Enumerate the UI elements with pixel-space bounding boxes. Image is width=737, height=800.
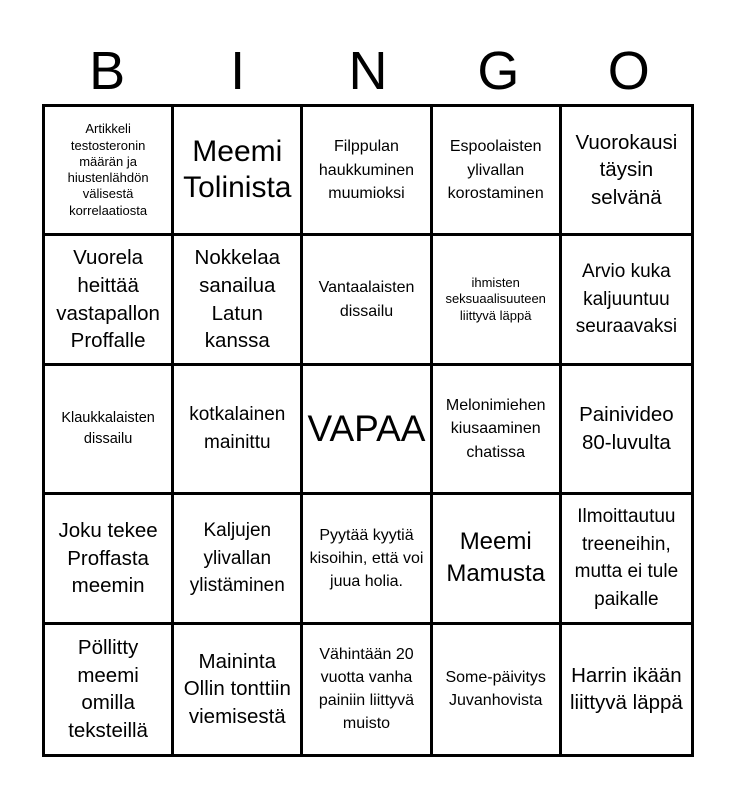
bingo-cell: Vähintään 20 vuotta vanha painiin liittyvä muisto <box>303 625 432 754</box>
bingo-cell: Melonimiehen kiusaaminen chatissa <box>433 366 562 495</box>
bingo-cell: Meemi Mamusta <box>433 495 562 624</box>
free-space-cell: VAPAA <box>303 366 432 495</box>
bingo-cell: Meemi Tolinista <box>174 107 303 236</box>
header-letter-g: G <box>477 41 520 101</box>
bingo-cell: Joku tekee Proffasta meemin <box>45 495 174 624</box>
bingo-cell: ihmisten seksuaalisuuteen liittyvä läppä <box>433 236 562 365</box>
bingo-cell: kotkalainen mainittu <box>174 366 303 495</box>
header-letter-b: B <box>89 41 126 101</box>
bingo-cell: Arvio kuka kaljuuntuu seuraavaksi <box>562 236 691 365</box>
bingo-cell: Espoolaisten ylivallan korostaminen <box>433 107 562 236</box>
bingo-cell: Vuorela heittää vastapallon Proffalle <box>45 236 174 365</box>
bingo-cell: Pöllitty meemi omilla teksteillä <box>45 625 174 754</box>
bingo-header <box>42 40 694 102</box>
bingo-cell: Some-päivitys Juvanhovista <box>433 625 562 754</box>
bingo-cell: Nokkelaa sanailua Latun kanssa <box>174 236 303 365</box>
bingo-cell: Klaukkalaisten dissailu <box>45 366 174 495</box>
bingo-cell: Maininta Ollin tonttiin viemisestä <box>174 625 303 754</box>
bingo-cell: Vuorokausi täysin selvänä <box>562 107 691 236</box>
bingo-cell: Kaljujen ylivallan ylistäminen <box>174 495 303 624</box>
bingo-cell: Artikkeli testosteronin määrän ja hiustenlähdön välisestä korrelaatiosta <box>45 107 174 236</box>
bingo-cell: Ilmoittautuu treeneihin, mutta ei tule paikalle <box>562 495 691 624</box>
bingo-cell: Painivideo 80-luvulta <box>562 366 691 495</box>
header-letter-o: O <box>607 41 650 101</box>
header-letter-i: I <box>230 41 246 101</box>
bingo-board <box>42 104 694 757</box>
bingo-cell: Harrin ikään liittyvä läppä <box>569 663 683 715</box>
bingo-cell: Pyytää kyytiä kisoihin, että voi juua holia. <box>303 495 432 624</box>
bingo-cell: Vantaalaisten dissailu <box>303 236 432 365</box>
header-letter-n: N <box>348 41 388 101</box>
bingo-cell: Filppulan haukkuminen muumioksi <box>303 107 432 236</box>
